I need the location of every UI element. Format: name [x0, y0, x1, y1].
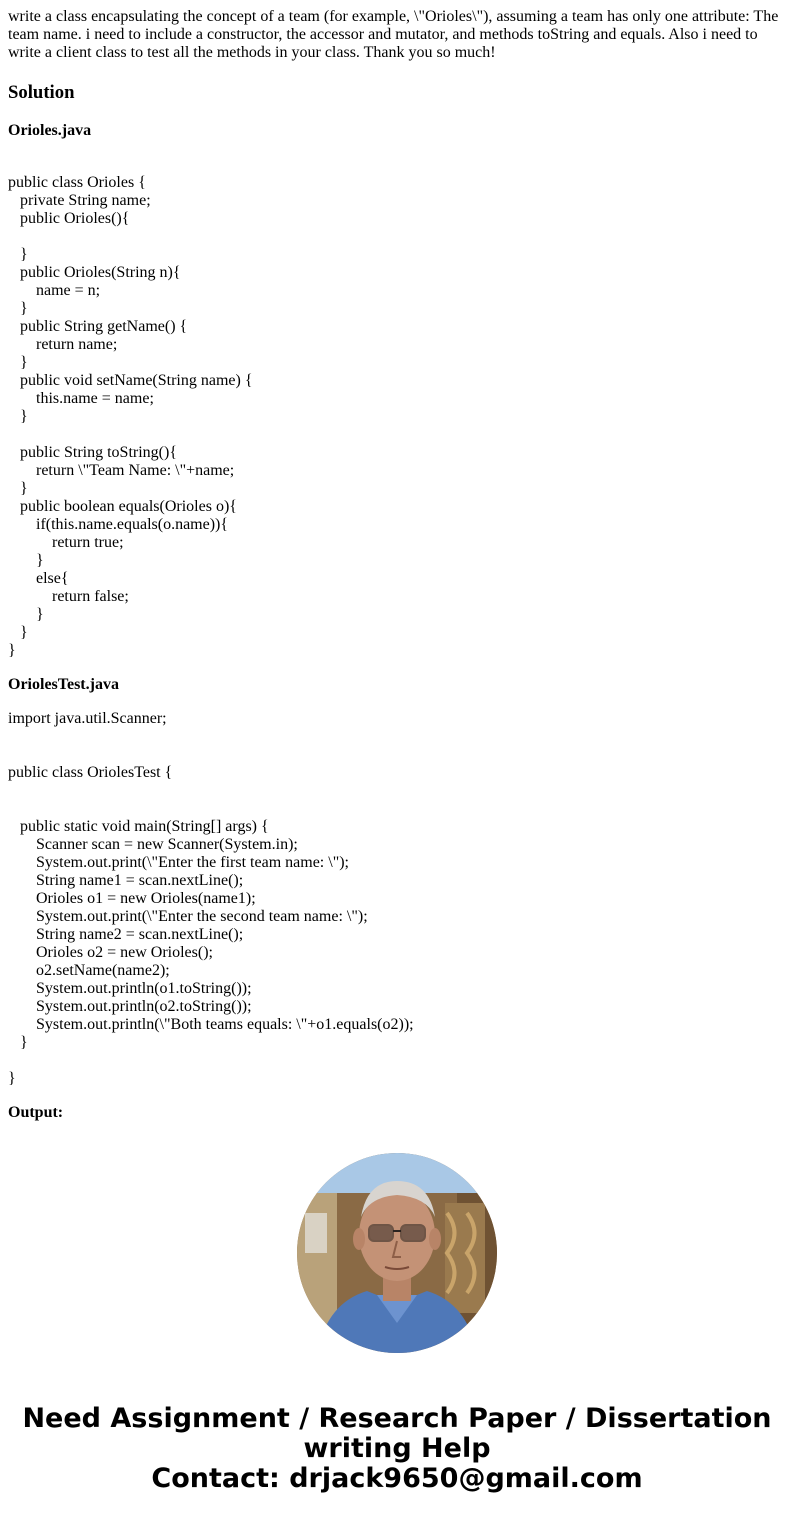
code-block-orioles: public class Orioles { private String name; public Orioles(){ } public Orioles(String n){ name = n; } public String getName() { return name; } public void setName(String name) { this.name = name; } public String toString(){ return \"Team Name: \"+name; } public boolean equals(Orioles o){ if(this.name.equals(o.name)){ return true; } else{ return false; } } } — [8, 174, 253, 659]
file-title-orioles: Orioles.java — [8, 122, 92, 139]
promo-banner — [0, 1404, 794, 1494]
promo-contact-email: Contact: drjack9650@gmail.com — [151, 1463, 643, 1494]
question-text: write a class encapsulating the concept of a team (for example, \"Orioles\"), assuming a team has only one attribute: The team name. i need to include a constructor, the accessor and mutator, and methods toString and equals. Also i need to write a client class to test all the methods in your class. Thank you so much! — [8, 8, 779, 61]
promo-line-2: writing Help — [303, 1433, 491, 1464]
author-photo-icon — [297, 1153, 497, 1353]
file-title-orioles-test: OriolesTest.java — [8, 676, 119, 693]
code-block-orioles-test: import java.util.Scanner; public class OriolesTest { public static void main(String[] args) { Scanner scan = new Scanner(System.in); System.out.print(\"Enter the first team name: \"); String name1 = scan.nextLine(); Orioles o1 = new Orioles(name1); System.out.print(\"Enter the second team name: \"); String name2 = scan.nextLine(); Orioles o2 = new Orioles(); o2.setName(name2); System.out.println(o1.toString()); System.out.println(o2.toString()); System.out.println(\"Both teams equals: \"+o1.equals(o2)); } } — [8, 710, 414, 1087]
author-avatar — [297, 1153, 497, 1353]
solution-heading: Solution — [8, 82, 75, 103]
promo-line-1: Need Assignment / Research Paper / Dissertation — [22, 1403, 772, 1434]
output-label: Output: — [8, 1104, 64, 1121]
